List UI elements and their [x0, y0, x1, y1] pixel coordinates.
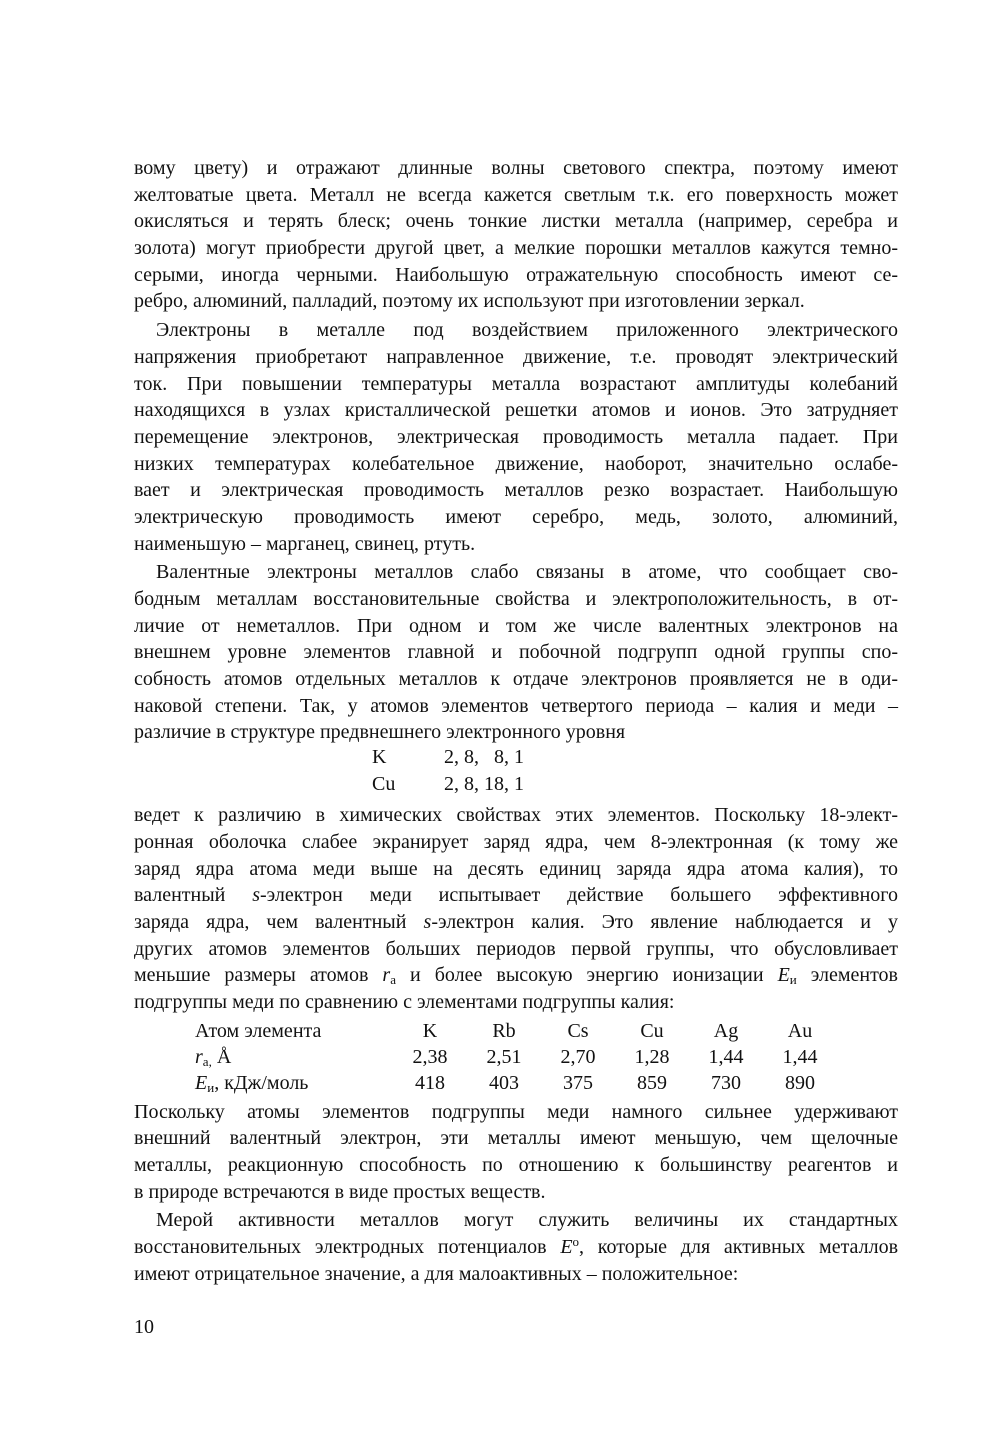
- paragraphs-middle: [134, 802, 898, 1016]
- text-line: ронная оболочка слабее экранирует заряд ядра, чем 8-электронная (к тому же: [134, 830, 898, 853]
- text-segment: меньшие размеры атомов: [134, 964, 383, 987]
- text-line: бодным металлам восстановительные свойства и электроположительность, в от-: [134, 588, 898, 610]
- text-segment: r: [382, 964, 391, 987]
- table-header-cell: K: [422, 1019, 438, 1042]
- text-line: электрическую проводимость имеют серебро, медь, золото, алюминий,: [134, 505, 898, 528]
- table-row-label: Атом элемента: [195, 1019, 322, 1042]
- table-cell: 890: [785, 1072, 815, 1095]
- electron-configurations: [134, 748, 898, 802]
- paragraph: [134, 1207, 898, 1287]
- text-line: в природе встречаются в виде простых веществ.: [134, 1180, 546, 1203]
- text-line: различие в структуре предвнешнего электронного уровня: [134, 721, 626, 744]
- text-line: [134, 1234, 898, 1261]
- table-cell: 859: [637, 1072, 667, 1095]
- config-row-cu: [372, 771, 524, 798]
- text-segment: -электрон калия. Это явление наблюдается и у: [431, 910, 898, 933]
- table-row: [195, 1070, 837, 1096]
- config-element: Cu: [372, 773, 396, 796]
- table-cell: 403: [489, 1072, 519, 1095]
- text-line: находящихся в узлах кристаллической решетки атомов и ионов. Это затрудняет: [134, 399, 898, 422]
- text-line: окисляться и терять блеск; очень тонкие листки металла (например, серебра и: [134, 210, 898, 233]
- text-segment: восстановительных электродных потенциалов: [134, 1235, 561, 1258]
- table-header-row: [195, 1018, 837, 1044]
- config-shells: 2, 8, 8, 1: [444, 746, 524, 769]
- text-line: ребро, алюминий, палладий, поэтому их используют при изготовлении зеркал.: [134, 290, 805, 313]
- text-segment: элементов: [796, 964, 898, 987]
- text-line: ток. При повышении температуры металла возрастают амплитуды колебаний: [134, 372, 898, 395]
- paragraphs-before: [134, 155, 898, 746]
- table-cell: 2,38: [412, 1045, 448, 1068]
- text-line: заряд ядра атома меди выше на десять единиц заряда ядра атома калия), то: [134, 857, 898, 880]
- text-line: личие от неметаллов. При одном и том же числе валентных электронов на: [134, 614, 898, 637]
- text-line: металлы, реакционную способность по отношению к большинству реагентов и: [134, 1153, 898, 1176]
- text-segment: E: [560, 1235, 573, 1258]
- paragraphs-after: [134, 1099, 898, 1288]
- text-line: Мерой активности металлов могут служить величины их стандартных: [156, 1209, 898, 1232]
- page-number: 10: [134, 1316, 154, 1338]
- text-line: [134, 962, 898, 989]
- text-line: золота) могут приобрести другой цвет, а мелкие порошки металлов кажутся темно-: [134, 237, 898, 260]
- text-line: низких температурах колебательное движение, наоборот, значительно ослабе-: [134, 452, 898, 475]
- text-line: ведет к различию в химических свойствах этих элементов. Поскольку 18-элект-: [134, 804, 898, 827]
- table-header-cell: Cs: [567, 1019, 589, 1042]
- label-unit: , кДж/моль: [214, 1072, 309, 1095]
- table-row-label: [195, 1044, 393, 1070]
- text-line: вому цвету) и отражают длинные волны светового спектра, поэтому имеют: [134, 157, 898, 179]
- text-line: других атомов элементов больших периодов первой группы, что обусловливает: [134, 937, 898, 960]
- text-line: серыми, иногда черными. Наибольшую отражательную способность имеют се-: [134, 263, 898, 286]
- label-subscript: и: [207, 1080, 215, 1096]
- table-cell: 1,44: [708, 1045, 744, 1068]
- text-line: имеют отрицательное значение, а для малоактивных – положительное:: [134, 1262, 739, 1285]
- text-segment: и более высокую энергию ионизации: [395, 964, 778, 987]
- text-line: Валентные электроны металлов слабо связаны в атоме, что сообщает сво-: [156, 561, 898, 584]
- table-header-cell: Au: [787, 1019, 813, 1042]
- table-cell: 730: [711, 1072, 741, 1095]
- table-cell: 2,51: [486, 1045, 522, 1068]
- table-header-cell: Rb: [492, 1019, 516, 1042]
- text-line: [134, 882, 898, 909]
- text-segment: и: [789, 972, 797, 988]
- text-segment: o: [572, 1233, 580, 1249]
- text-line: внешний валентный электрон, эти металлы имеют меньшую, чем щелочные: [134, 1127, 898, 1150]
- page-body: [134, 155, 898, 1289]
- label-symbol: E: [195, 1072, 208, 1095]
- text-line: желтоватые цвета. Металл не всегда кажется светлым т.к. его поверхность может: [134, 183, 898, 206]
- text-segment: валентный: [134, 884, 253, 907]
- config-row-k: [372, 744, 524, 771]
- label-unit: Å: [211, 1045, 232, 1068]
- text-line: Поскольку атомы элементов подгруппы меди намного сильнее удерживают: [134, 1100, 898, 1123]
- config-element: K: [372, 746, 387, 769]
- label-symbol: r: [195, 1045, 203, 1068]
- paragraph: [134, 802, 898, 1016]
- atom-properties-table: [195, 1018, 837, 1097]
- text-line: наименьшую – марганец, свинец, ртуть.: [134, 532, 476, 555]
- paragraph: [134, 155, 898, 315]
- text-line: вает и электрическая проводимость металлов резко возрастает. Наибольшую: [134, 479, 898, 502]
- text-segment: а: [390, 972, 396, 988]
- text-segment: , которые для активных металлов: [579, 1235, 899, 1258]
- label-subscript: а,: [202, 1053, 212, 1069]
- table-row: [195, 1044, 837, 1070]
- text-segment: заряда ядра, чем валентный: [134, 910, 424, 933]
- paragraph: [134, 317, 898, 557]
- table-cell: 1,28: [634, 1045, 670, 1068]
- text-line: собность атомов отдельных металлов к отдаче электронов проявляется не в оди-: [134, 668, 898, 691]
- table-cell: 1,44: [782, 1045, 818, 1068]
- text-segment: s: [252, 884, 260, 907]
- table-header-cell: Ag: [713, 1019, 739, 1042]
- table-header-cell: Cu: [640, 1019, 664, 1042]
- text-line: напряжения приобретают направленное движение, т.е. проводят электрический: [134, 345, 898, 368]
- text-segment: E: [777, 964, 790, 987]
- table-cell: 418: [415, 1072, 445, 1095]
- config-shells: 2, 8, 18, 1: [444, 773, 524, 796]
- text-segment: s: [423, 910, 432, 933]
- table-row-label: [195, 1070, 393, 1096]
- paragraph: [134, 559, 898, 746]
- table-cell: 375: [563, 1072, 593, 1095]
- text-line: Электроны в металле под воздействием приложенного электрического: [156, 319, 898, 342]
- text-segment: -электрон меди испытывает действие большего эффективного: [260, 884, 898, 907]
- paragraph: [134, 1099, 898, 1206]
- table-cell: 2,70: [560, 1045, 596, 1068]
- text-line: перемещение электронов, электрическая проводимость металла падает. При: [134, 425, 898, 448]
- text-line: [134, 909, 898, 936]
- text-line: внешнем уровне элементов главной и побочной подгрупп одной группы спо-: [134, 641, 898, 664]
- text-line: наковой степени. Так, у атомов элементов четвертого периода – калия и меди –: [134, 694, 898, 717]
- text-line: подгруппы меди по сравнению с элементами подгруппы калия:: [134, 990, 675, 1013]
